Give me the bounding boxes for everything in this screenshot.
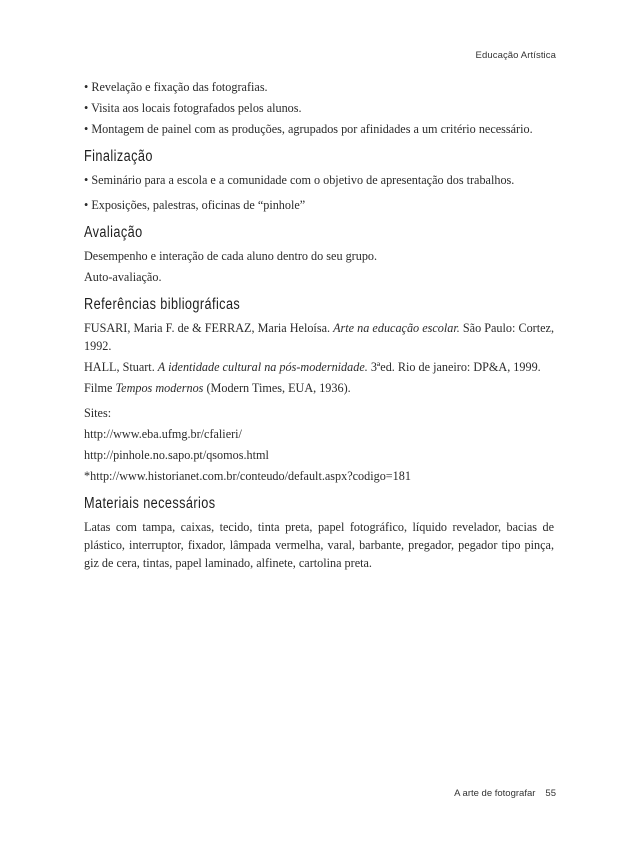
site-link[interactable]: http://www.eba.ufmg.br/cfalieri/ — [84, 427, 242, 441]
paragraph: Auto-avaliação. — [84, 270, 162, 284]
page-content — [84, 78, 554, 575]
reference-publication: São Paulo: Cortez, 1992. — [84, 321, 554, 353]
materials-paragraph: Latas com tampa, caixas, tecido, tinta preta, papel fotográfico, líquido revelador, bacias de plástico, interruptor, fixador, lâmpada vermelha, varal, barbante, pregador, pegador tipo pinça, giz de cera, tintas, papel laminado, alfinete, cartolina preta. — [84, 520, 554, 570]
reference-title: A identidade cultural na pós-modernidade. — [157, 360, 368, 374]
site-link[interactable]: *http://www.historianet.com.br/conteudo/default.aspx?codigo=181 — [84, 469, 411, 483]
reference-title: Tempos modernos — [115, 381, 204, 395]
section-heading-materiais: Materiais necessários — [84, 495, 216, 512]
bullet-item: • Seminário para a escola e a comunidade com o objetivo de apresentação dos trabalhos. — [84, 173, 515, 187]
section-heading-referencias: Referências bibliográficas — [84, 296, 241, 313]
reference-publication: 3ªed. Rio de janeiro: DP&A, 1999. — [367, 360, 541, 374]
site-link[interactable]: http://pinhole.no.sapo.pt/qsomos.html — [84, 448, 269, 462]
bullet-item: • Revelação e fixação das fotografias. — [84, 80, 268, 94]
sites-label: Sites: — [84, 406, 112, 420]
reference-title: Arte na educação escolar. — [333, 321, 460, 335]
reference-authors: HALL, Stuart. — [84, 360, 158, 374]
reference-authors: FUSARI, Maria F. de & FERRAZ, Maria Heloísa. — [84, 321, 334, 335]
reference-entry — [84, 358, 554, 376]
section-heading-finalizacao: Finalização — [84, 148, 153, 165]
section-heading-avaliacao: Avaliação — [84, 224, 143, 241]
paragraph: Desempenho e interação de cada aluno dentro do seu grupo. — [84, 249, 378, 263]
bullet-item: • Visita aos locais fotografados pelos alunos. — [84, 101, 302, 115]
reference-entry — [84, 379, 554, 397]
reference-publication: (Modern Times, EUA, 1936). — [203, 381, 351, 395]
running-header: Educação Artística — [475, 50, 556, 61]
footer-title: A arte de fotografar — [454, 788, 536, 799]
reference-entry — [84, 319, 554, 355]
page-number: 55 — [545, 788, 556, 799]
reference-prefix: Filme — [84, 381, 116, 395]
bullet-item: • Montagem de painel com as produções, agrupados por afinidades a um critério necessário. — [84, 122, 533, 136]
bullet-item: • Exposições, palestras, oficinas de “pinhole” — [84, 198, 306, 212]
page-footer — [454, 788, 556, 799]
